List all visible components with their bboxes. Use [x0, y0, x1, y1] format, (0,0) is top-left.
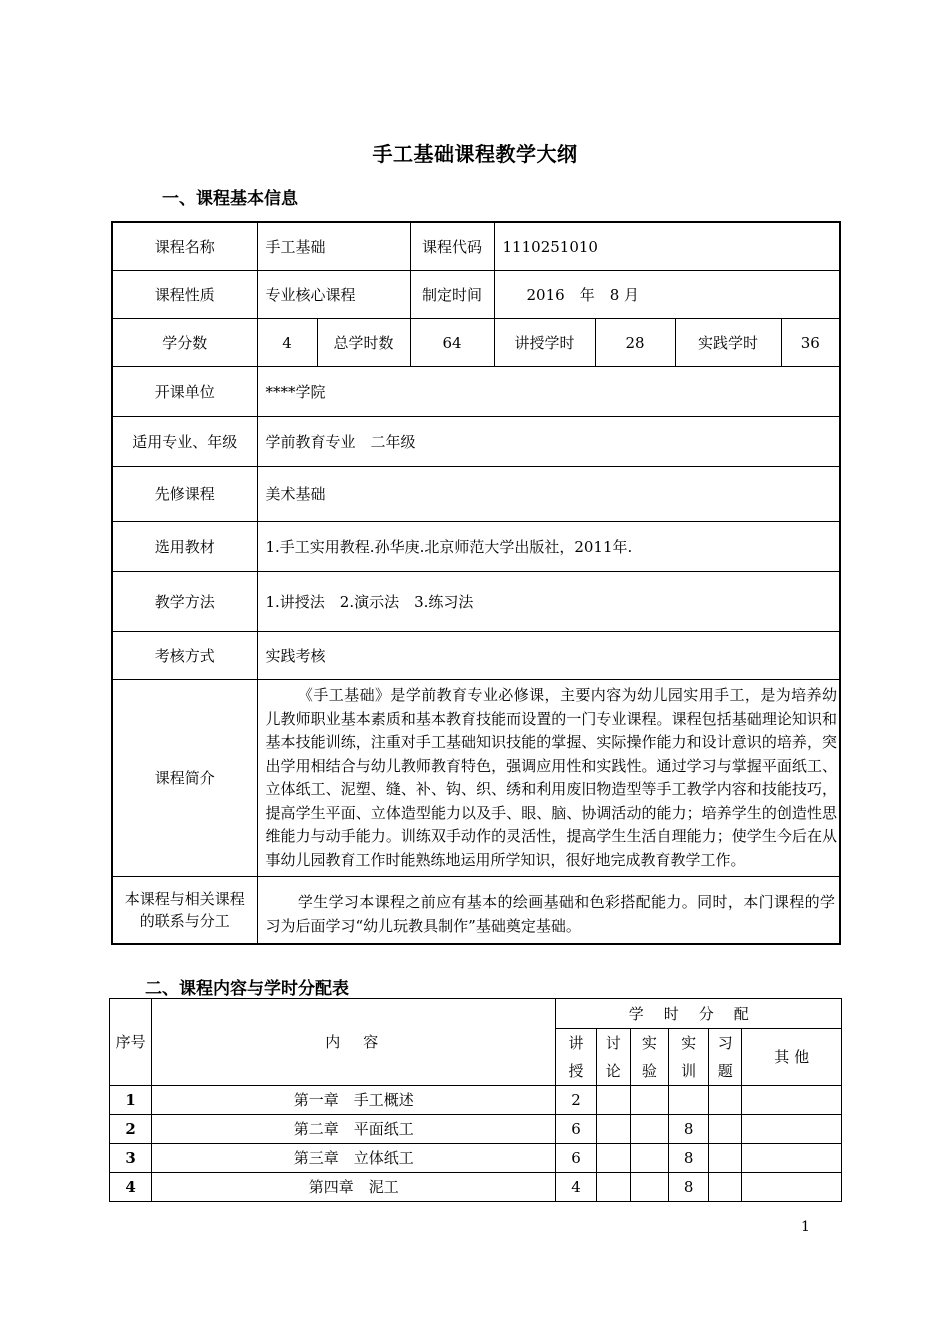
prereq-label: 先修课程	[112, 467, 257, 522]
row-seq: 4	[110, 1173, 152, 1202]
table-row	[110, 1086, 842, 1115]
course-nature-value: 专业核心课程	[257, 271, 410, 319]
row-other	[742, 1173, 842, 1202]
document-title: 手工基础课程教学大纲	[372, 142, 578, 166]
set-time-label: 制定时间	[410, 271, 494, 319]
row-content: 第四章 泥工	[152, 1173, 556, 1202]
row-discuss	[596, 1115, 630, 1144]
row-other	[742, 1115, 842, 1144]
section-schedule-heading: 二、课程内容与学时分配表	[145, 979, 349, 999]
row-other	[742, 1144, 842, 1173]
content-header: 内 容	[152, 999, 556, 1086]
course-code-value: 1110251010	[494, 222, 840, 271]
total-hours-label: 总学时数	[317, 319, 410, 367]
row-train: 8	[669, 1144, 709, 1173]
credit-label: 学分数	[112, 319, 257, 367]
textbook-label: 选用教材	[112, 522, 257, 572]
basic-info-table	[111, 221, 841, 945]
seq-header: 序号	[110, 999, 152, 1086]
row-seq: 2	[110, 1115, 152, 1144]
lecture-hours-label: 讲授学时	[494, 319, 595, 367]
set-time-value: 2016 年 8 月	[494, 271, 840, 319]
credit-value: 4	[257, 319, 317, 367]
table-row	[110, 1115, 842, 1144]
row-exercise	[709, 1144, 742, 1173]
total-hours-value: 64	[410, 319, 494, 367]
intro-value	[257, 680, 840, 877]
practice-hours-label: 实践学时	[675, 319, 781, 367]
row-content: 第二章 平面纸工	[152, 1115, 556, 1144]
method-value: 1.讲授法 2.演示法 3.练习法	[257, 572, 840, 632]
relation-text: 学生学习本课程之前应有基本的绘画基础和色彩搭配能力。同时，本门课程的学习为后面学习“幼儿玩教具制作”基础奠定基础。	[265, 893, 836, 935]
unit-value: ****学院	[257, 367, 840, 417]
lecture-hours-value: 28	[595, 319, 675, 367]
row-seq: 1	[110, 1086, 152, 1115]
sub-header-other: 其 他	[742, 1029, 842, 1086]
row-exercise	[709, 1173, 742, 1202]
sub-header-discuss: 讨论	[596, 1029, 630, 1086]
major-label: 适用专业、年级	[112, 417, 257, 467]
practice-hours-value: 36	[781, 319, 840, 367]
table-row	[110, 1144, 842, 1173]
course-code-label: 课程代码	[410, 222, 494, 271]
sub-header-exercise: 习题	[709, 1029, 742, 1086]
row-discuss	[596, 1086, 630, 1115]
row-lecture: 4	[556, 1173, 596, 1202]
intro-label: 课程简介	[112, 680, 257, 877]
course-name-label: 课程名称	[112, 222, 257, 271]
alloc-header: 学时分配	[556, 999, 842, 1029]
unit-label: 开课单位	[112, 367, 257, 417]
row-exercise	[709, 1115, 742, 1144]
course-nature-label: 课程性质	[112, 271, 257, 319]
intro-text: 《手工基础》是学前教育专业必修课，主要内容为幼儿园实用手工，是为培养幼儿教师职业基本素质和基本教育技能而设置的一门专业课程。课程包括基础理论知识和基本技能训练，注重对手工基础知识技能的掌握、实际操作能力和设计意识的培养，突出学用相结合与幼儿教师教育特色，强调应用性和实践性。通过学习与掌握平面纸工、立体纸工、泥塑、缝、补、钩、织、绣和利用废旧物造型等手工教学内容和技能技巧，提高学生平面、立体造型能力以及手、眼、脑、协调活动的能力；培养学生的创造性思维能力与动手能力。训练双手动作的灵活性，提高学生生活自理能力；使学生今后在从事幼儿园教育工作时能熟练地运用所学知识，很好地完成教育教学工作。	[265, 686, 838, 869]
row-train: 8	[669, 1173, 709, 1202]
row-discuss	[596, 1144, 630, 1173]
row-lecture: 6	[556, 1115, 596, 1144]
row-lab	[630, 1086, 668, 1115]
page-number: 1	[801, 1219, 810, 1235]
row-content: 第三章 立体纸工	[152, 1144, 556, 1173]
sub-header-lab: 实验	[630, 1029, 668, 1086]
relation-value	[257, 877, 840, 945]
row-other	[742, 1086, 842, 1115]
row-lab	[630, 1173, 668, 1202]
exam-label: 考核方式	[112, 632, 257, 680]
sub-header-lecture: 讲授	[556, 1029, 596, 1086]
row-exercise	[709, 1086, 742, 1115]
row-lab	[630, 1144, 668, 1173]
method-label: 教学方法	[112, 572, 257, 632]
schedule-table	[109, 998, 842, 1202]
exam-value: 实践考核	[257, 632, 840, 680]
row-lecture: 2	[556, 1086, 596, 1115]
row-seq: 3	[110, 1144, 152, 1173]
row-lab	[630, 1115, 668, 1144]
row-content: 第一章 手工概述	[152, 1086, 556, 1115]
row-discuss	[596, 1173, 630, 1202]
relation-label: 本课程与相关课程的联系与分工	[112, 877, 257, 945]
table-row	[110, 1173, 842, 1202]
sub-header-train: 实训	[669, 1029, 709, 1086]
row-train	[669, 1086, 709, 1115]
textbook-value: 1.手工实用教程.孙华庚.北京师范大学出版社，2011年.	[257, 522, 840, 572]
section-basic-info-heading: 一、课程基本信息	[162, 189, 298, 209]
prereq-value: 美术基础	[257, 467, 840, 522]
row-lecture: 6	[556, 1144, 596, 1173]
row-train: 8	[669, 1115, 709, 1144]
course-name-value: 手工基础	[257, 222, 410, 271]
major-value: 学前教育专业 二年级	[257, 417, 840, 467]
